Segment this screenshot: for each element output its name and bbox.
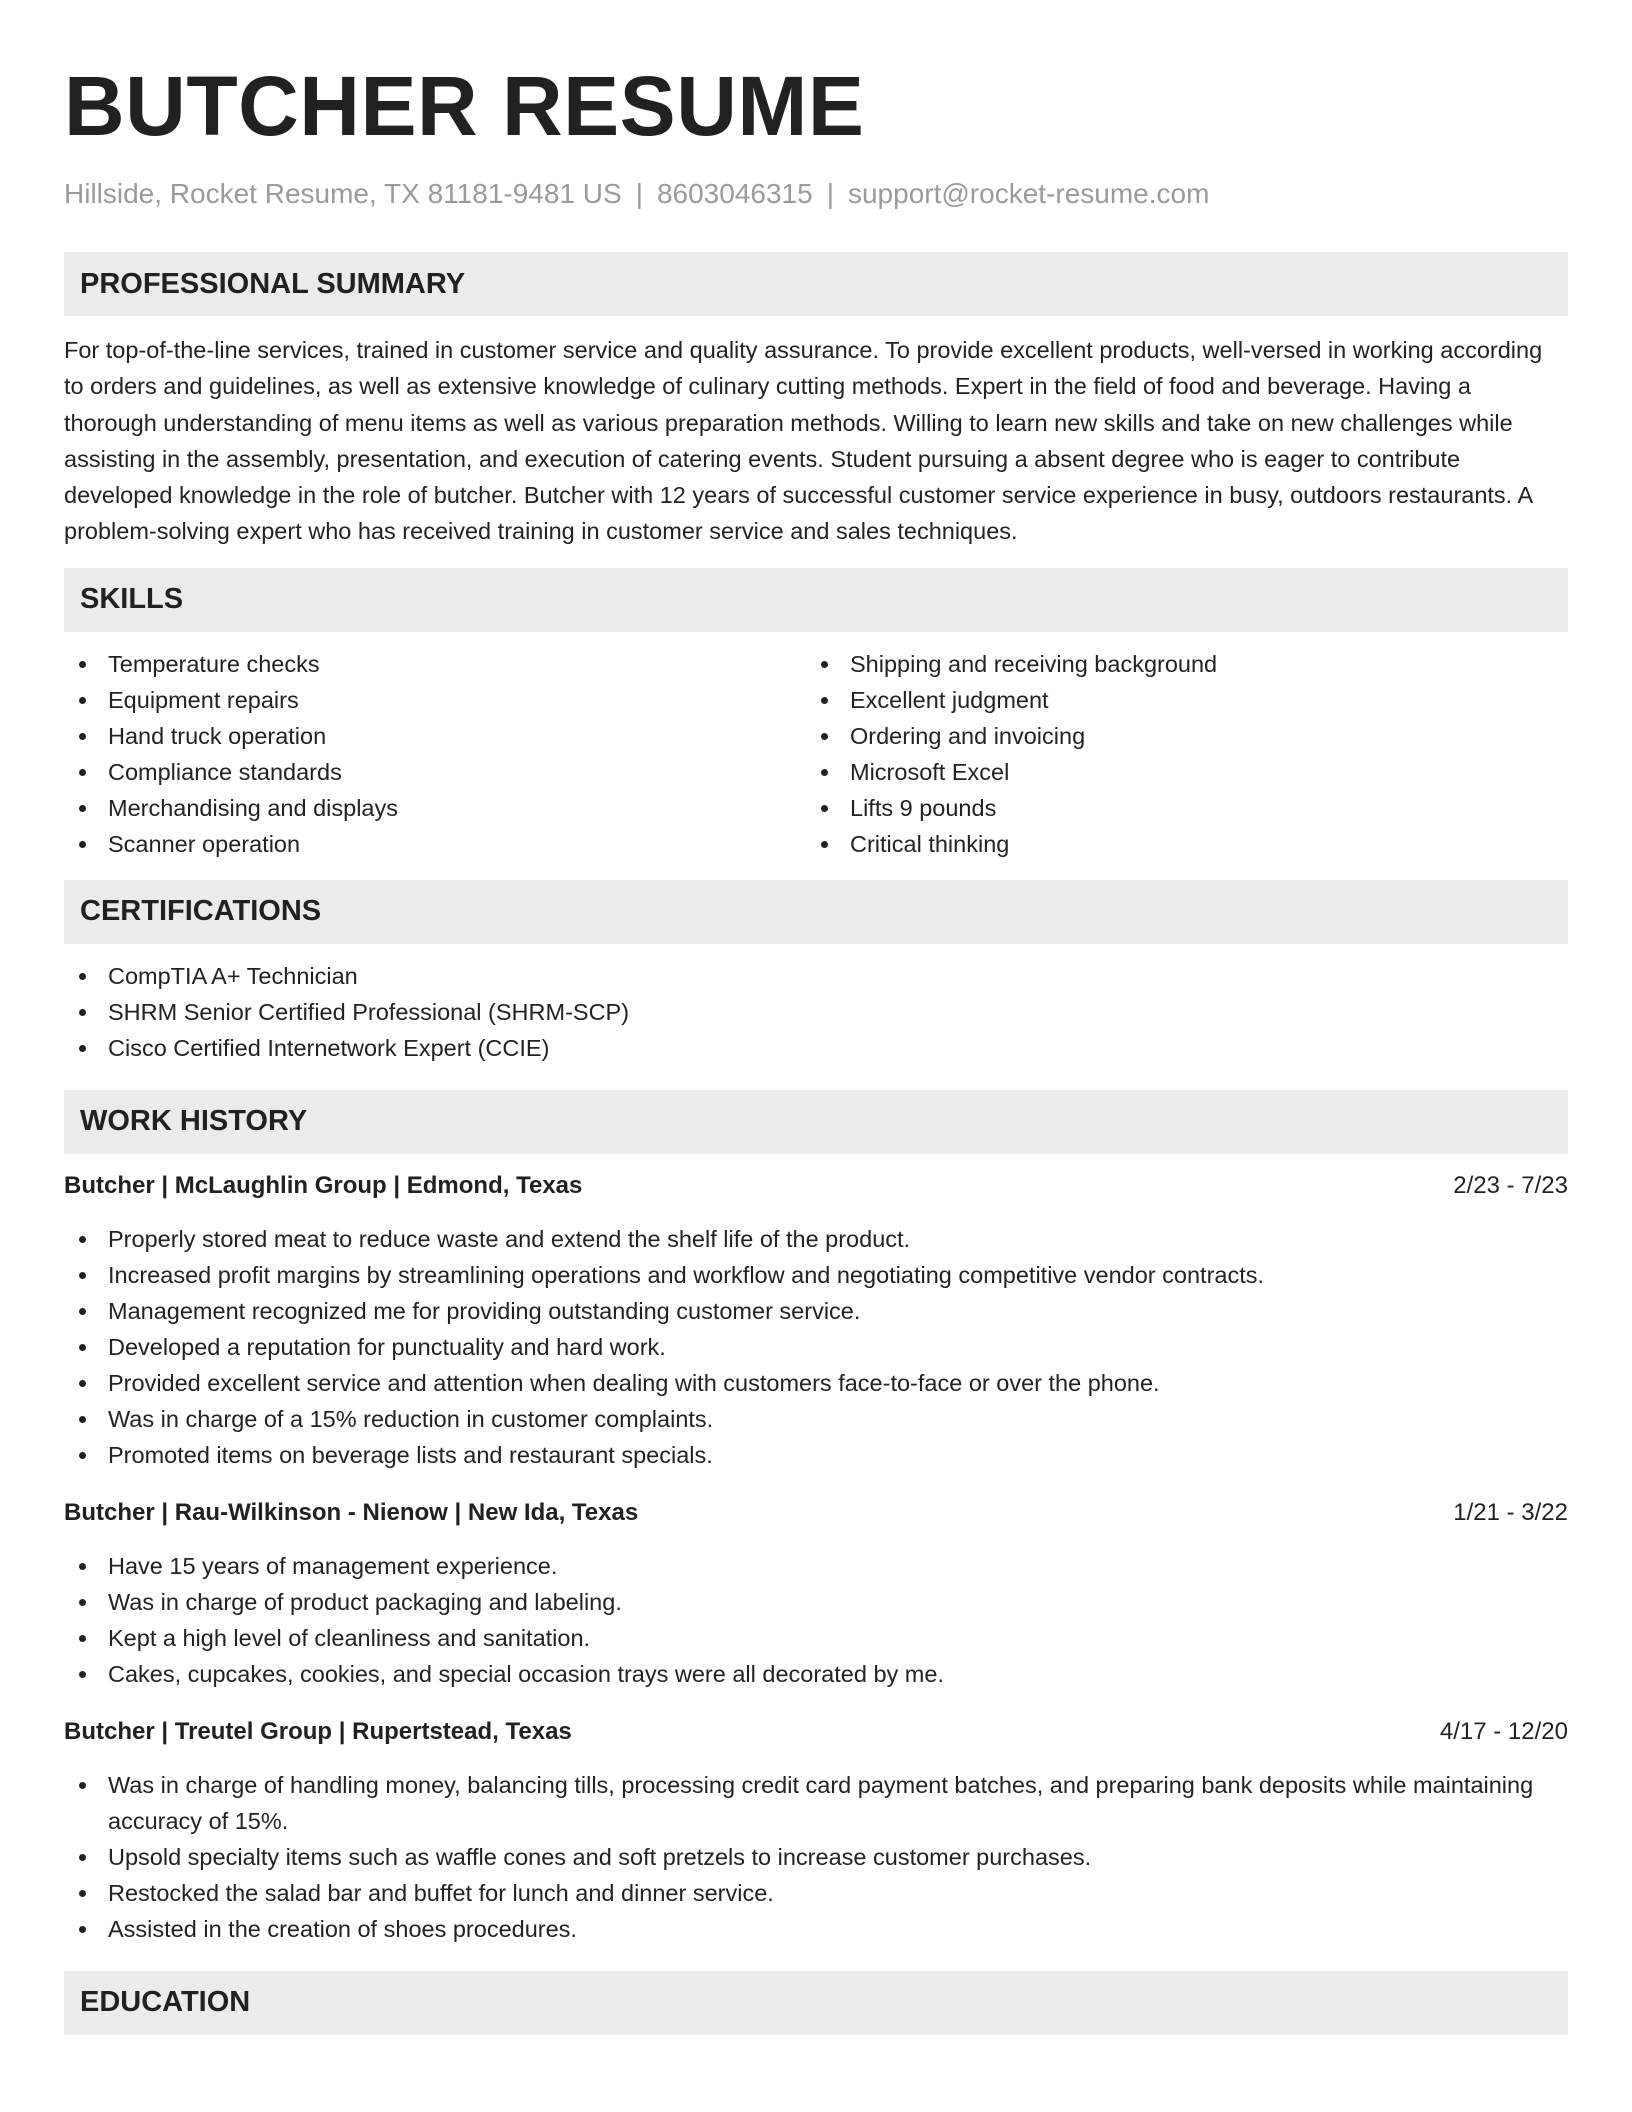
bullet-dot <box>821 733 828 740</box>
contact-separator: | <box>826 178 834 209</box>
bullet-dot <box>79 733 86 740</box>
skill-item: Temperature checks <box>64 646 806 682</box>
bullet-dot <box>79 1416 86 1423</box>
education-heading: EDUCATION <box>64 1971 1568 2035</box>
bullet-dot <box>79 697 86 704</box>
bullet-dot <box>79 841 86 848</box>
bullet-dot <box>821 697 828 704</box>
job-bullet: Restocked the salad bar and buffet for lunch and dinner service. <box>64 1875 1568 1911</box>
skill-item: Equipment repairs <box>64 682 806 718</box>
skills-heading: SKILLS <box>64 568 1568 632</box>
job-title: Butcher | Treutel Group | Rupertstead, Texas <box>64 1717 572 1745</box>
bullet-dot <box>79 1890 86 1897</box>
job-bullet: Upsold specialty items such as waffle cones and soft pretzels to increase customer purchases. <box>64 1839 1568 1875</box>
skills-grid <box>64 646 1568 862</box>
bullet-dot <box>79 1045 86 1052</box>
skill-item: Excellent judgment <box>806 682 1548 718</box>
job-bullets <box>64 1548 1568 1692</box>
bullet-dot <box>79 661 86 668</box>
skills-list-right <box>806 646 1548 862</box>
summary-heading: PROFESSIONAL SUMMARY <box>64 252 1568 316</box>
job-bullet: Properly stored meat to reduce waste and extend the shelf life of the product. <box>64 1221 1568 1257</box>
job-entry <box>64 1714 1568 1947</box>
bullet-dot <box>79 1452 86 1459</box>
bullet-dot <box>79 1009 86 1016</box>
job-header <box>64 1495 1568 1531</box>
bullet-dot <box>79 1308 86 1315</box>
bullet-dot <box>79 1926 86 1933</box>
job-bullet: Kept a high level of cleanliness and sanitation. <box>64 1620 1568 1656</box>
certification-item: Cisco Certified Internetwork Expert (CCIE) <box>64 1030 1568 1066</box>
skill-item: Ordering and invoicing <box>806 718 1548 754</box>
resume-name: BUTCHER RESUME <box>64 59 865 153</box>
bullet-dot <box>79 1599 86 1606</box>
job-bullets <box>64 1767 1568 1947</box>
job-bullets <box>64 1221 1568 1473</box>
skill-item: Critical thinking <box>806 826 1548 862</box>
job-bullet: Assisted in the creation of shoes procedures. <box>64 1911 1568 1947</box>
job-title: Butcher | McLaughlin Group | Edmond, Texas <box>64 1171 583 1199</box>
job-bullet: Cakes, cupcakes, cookies, and special occasion trays were all decorated by me. <box>64 1656 1568 1692</box>
bullet-dot <box>79 1236 86 1243</box>
bullet-dot <box>821 661 828 668</box>
bullet-dot <box>79 1782 86 1789</box>
job-dates: 2/23 - 7/23 <box>1453 1171 1568 1199</box>
skill-item: Lifts 9 pounds <box>806 790 1548 826</box>
bullet-dot <box>821 841 828 848</box>
job-header <box>64 1168 1568 1204</box>
skills-list-left <box>64 646 806 862</box>
job-entry <box>64 1495 1568 1692</box>
summary-text: For top-of-the-line services, trained in customer service and quality assurance. To provide excellent products, well-versed in working according to orders and guidelines, as well as extensive knowledge of culinary cutting methods. Expert in the field of food and beverage. Having a thorough understanding of menu items as well as various preparation methods. Willing to learn new skills and take on new challenges while assisting in the assembly, presentation, and execution of catering events. Student pursuing a absent degree who is eager to contribute developed knowledge in the role of butcher. Butcher with 12 years of successful customer service experience in busy, outdoors restaurants. A problem-solving expert who has received training in customer service and sales techniques. <box>64 337 1543 545</box>
job-title: Butcher | Rau-Wilkinson - Nienow | New Ida, Texas <box>64 1498 639 1526</box>
skill-item: Scanner operation <box>64 826 806 862</box>
certifications-heading: CERTIFICATIONS <box>64 880 1568 944</box>
bullet-dot <box>79 1854 86 1861</box>
job-bullet: Provided excellent service and attention when dealing with customers face-to-face or over the phone. <box>64 1365 1568 1401</box>
job-bullet: Was in charge of a 15% reduction in customer complaints. <box>64 1401 1568 1437</box>
skill-item: Microsoft Excel <box>806 754 1548 790</box>
bullet-dot <box>79 1671 86 1678</box>
job-dates: 1/21 - 3/22 <box>1453 1498 1568 1526</box>
skill-item: Merchandising and displays <box>64 790 806 826</box>
job-bullet: Have 15 years of management experience. <box>64 1548 1568 1584</box>
bullet-dot <box>79 1344 86 1351</box>
skill-item: Hand truck operation <box>64 718 806 754</box>
contact-phone: 8603046315 <box>656 178 813 209</box>
bullet-dot <box>79 973 86 980</box>
bullet-dot <box>79 769 86 776</box>
bullet-dot <box>79 805 86 812</box>
job-bullet: Was in charge of handling money, balancing tills, processing credit card payment batches, and preparing bank deposits while maintaining accuracy of 15%. <box>64 1767 1568 1839</box>
job-bullet: Increased profit margins by streamlining operations and workflow and negotiating competitive vendor contracts. <box>64 1257 1568 1293</box>
job-bullet: Was in charge of product packaging and labeling. <box>64 1584 1568 1620</box>
skill-item: Shipping and receiving background <box>806 646 1548 682</box>
bullet-dot <box>821 805 828 812</box>
certifications-list <box>64 958 1568 1066</box>
job-bullet: Promoted items on beverage lists and restaurant specials. <box>64 1437 1568 1473</box>
certification-item: SHRM Senior Certified Professional (SHRM-SCP) <box>64 994 1568 1030</box>
contact-email: support@rocket-resume.com <box>847 178 1210 209</box>
skill-item: Compliance standards <box>64 754 806 790</box>
job-bullet: Management recognized me for providing outstanding customer service. <box>64 1293 1568 1329</box>
bullet-dot <box>79 1272 86 1279</box>
job-dates: 4/17 - 12/20 <box>1439 1717 1568 1745</box>
bullet-dot <box>821 769 828 776</box>
job-header <box>64 1714 1568 1750</box>
bullet-dot <box>79 1635 86 1642</box>
work-history-heading: WORK HISTORY <box>64 1090 1568 1154</box>
certification-item: CompTIA A+ Technician <box>64 958 1568 994</box>
bullet-dot <box>79 1380 86 1387</box>
job-entry <box>64 1168 1568 1473</box>
bullet-dot <box>79 1563 86 1570</box>
job-bullet: Developed a reputation for punctuality and hard work. <box>64 1329 1568 1365</box>
contact-address: Hillside, Rocket Resume, TX 81181-9481 US <box>64 178 622 209</box>
contact-separator: | <box>635 178 643 209</box>
contact-line <box>64 176 1568 212</box>
